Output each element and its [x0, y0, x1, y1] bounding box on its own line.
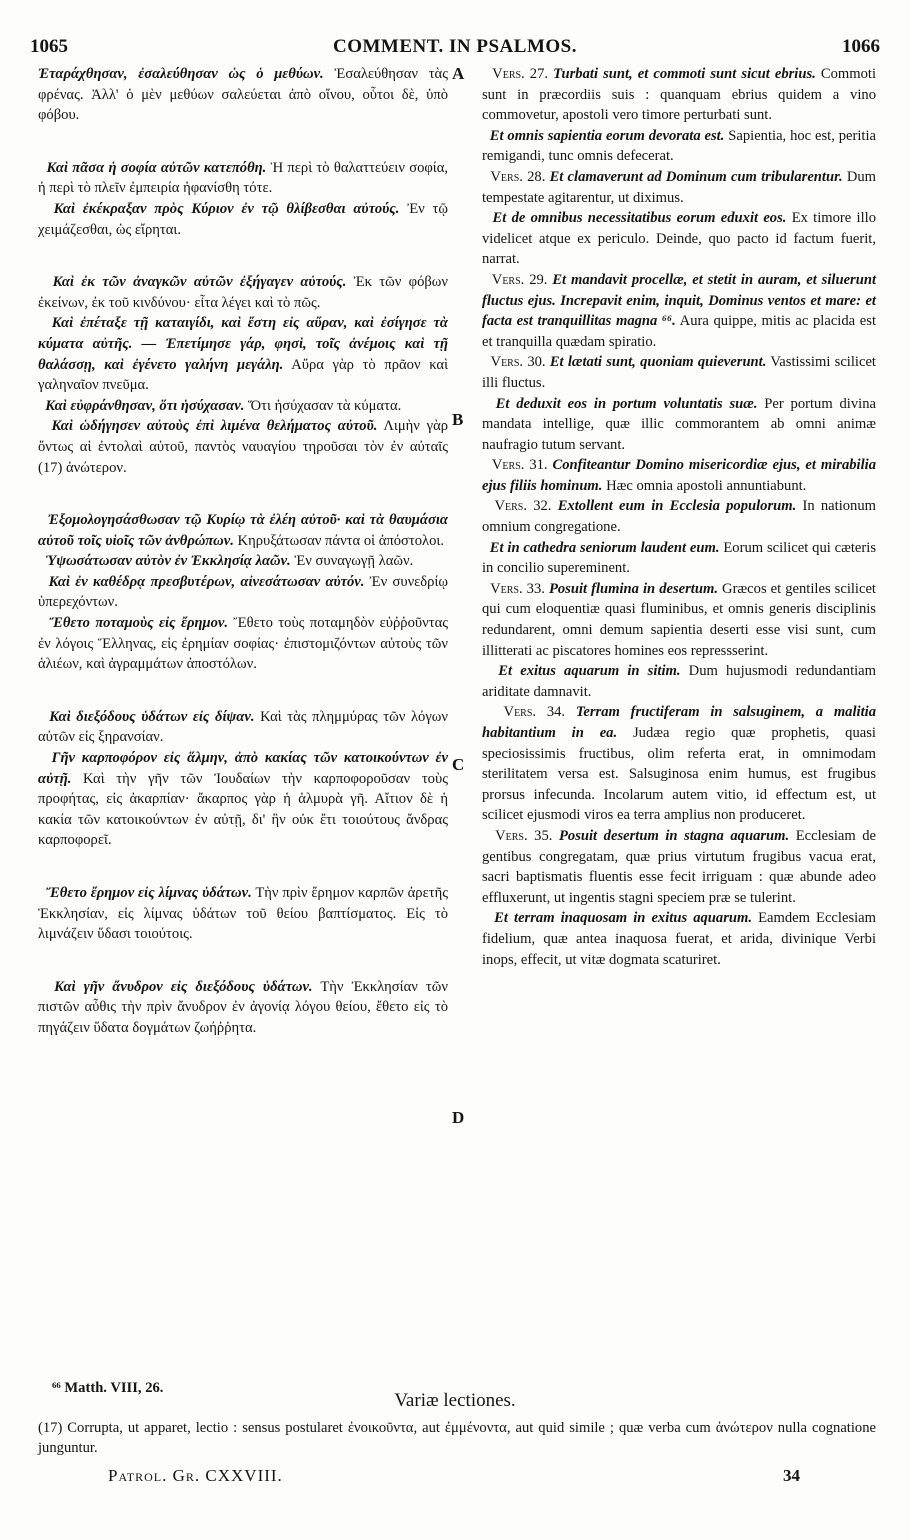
latin-paragraph: Vers. 35. Posuit desertum in stagna aquarum. Ecclesiam de gentibus congregatam, quæ prius virtutum frugibus vacua erat, sacri baptismatis fluentis esse fecit irriguam : quæ abunde adeo effluxerunt, ut ingentis stagni speciem præ se tulerint.	[482, 827, 877, 906]
footnote: ⁶⁶ Matth. VIII, 26.	[52, 1380, 164, 1396]
latin-paragraph: Vers. 29. Et mandavit procellæ, et stetit in auram, et siluerunt fluctus ejus. Increpavit enim, inquit, Dominus ventos et mare: et facta est tranquillitas magna ⁶⁶. Aura quippe, mitis ac placida est et tranquilla quædam spiratio.	[482, 271, 877, 350]
latin-paragraph: Vers. 31. Confiteantur Domino misericordiæ ejus, et mirabilia ejus filiis hominum. Hæc omnia apostoli annuntiabunt.	[482, 457, 877, 494]
column-number-right: 1066	[842, 36, 880, 57]
greek-paragraph: Ἐταράχθησαν, ἐσαλεύθησαν ὡς ὁ μεθύων. Ἐσαλεύθησαν τὰς φρένας. Ἀλλ' ὁ μὲν μεθύων σαλεύεται ἀπὸ οἴνου, οὗτοι δὲ, ὑπὸ φόβου.	[38, 66, 448, 124]
column-number-left: 1065	[30, 36, 68, 57]
greek-paragraph: Καὶ ἐκέκραξαν πρὸς Κύριον ἐν τῷ θλίβεσθαι αὐτούς. Ἐν τῷ χειμάζεσθαι, ὡς εἴρηται.	[38, 200, 448, 238]
latin-paragraph: Et terram inaquosam in exitus aquarum. Eamdem Ecclesiam fidelium, quæ antea inaquosa fuerat, et arida, divinique Verbi inops, effecit, ut vitæ dogmata scaturiret.	[482, 910, 877, 968]
series-volume: Patrol. Gr. CXXVIII.	[108, 1466, 283, 1485]
signature-number: 34	[783, 1466, 800, 1485]
greek-paragraph: Ἐξομολογησάσθωσαν τῷ Κυρίῳ τὰ ἐλέη αὐτοῦ· καὶ τὰ θαυμάσια αὐτοῦ τοῖς υἱοῖς τῶν ἀνθρώπων. Κηρυξάτωσαν πάντα οἱ ἀπόστολοι.	[38, 512, 448, 549]
greek-paragraph: Καὶ εὐφράνθησαν, ὅτι ἡσύχασαν. Ὅτι ἡσύχασαν τὰ κύματα.	[45, 397, 402, 414]
latin-paragraph: Vers. 28. Et clamaverunt ad Dominum cum tribularentur. Dum tempestate agitarentur, ut diximus.	[482, 168, 876, 206]
latin-paragraph: Vers. 33. Posuit flumina in desertum. Græcos et gentiles scilicet qui cum eloquentiæ quasi fluminibus, et omnis generis disciplinis redundarent, omni demum sapientia deserti esse visi sunt, cum illitterati ac piscatores homines eos repressserint.	[482, 580, 876, 659]
latin-paragraph: Et in cathedra seniorum laudent eum. Eorum scilicet qui cæteris in concilio supereminent.	[482, 539, 877, 577]
latin-paragraph: Et exitus aquarum in sitim. Dum hujusmodi redundantiam ariditate damnavit.	[482, 663, 877, 700]
variae-lectiones-text: (17) Corrupta, ut apparet, lectio : sensus postularet ἐνοικοῦντα, aut ἐμμένοντα, aut quid simile ; quæ verba cum ἀνώτερον nulla cognatione junguntur.	[38, 1420, 876, 1456]
running-title: COMMENT. IN PSALMOS.	[333, 36, 577, 57]
margin-letter-a: A	[452, 64, 465, 83]
greek-paragraph: Ἔθετο ἔρημον εἰς λίμνας ὑδάτων. Τὴν πρὶν ἔρημον καρπῶν ἀρετῆς Ἐκκλησίαν, εἰς λίμνας ὑδάτων τοῦ θείου βαπτίσματος. Εἰς τὸ λιμνάζειν ὕδασι τοιούτοις.	[38, 885, 448, 943]
latin-column	[482, 64, 876, 970]
latin-paragraph: Vers. 34. Terram fructiferam in salsuginem, a malitia habitantium in ea. Judæa regio quæ prophetis, quasi speciosissimis fructibus, olim referta erat, in omnimodam sterilitatem versa est. Salsuginosa enim humus, est frugibus prorsus infecunda. Incolarum autem vitio, id effectum est, ut scilicet ejusmodi viros ea terra amplius non produceret.	[482, 704, 876, 824]
greek-paragraph: Καὶ ἐκ τῶν ἀναγκῶν αὐτῶν ἐξήγαγεν αὐτούς. Ἐκ τῶν φόβων ἐκείνων, ἐκ τοῦ κινδύνου· εἶτα λέγει καὶ τὸ πῶς.	[38, 274, 448, 311]
greek-paragraph: Καὶ ἐν καθέδρᾳ πρεσβυτέρων, αἰνεσάτωσαν αὐτόν. Ἐν συνεδρίῳ ὑπερεχόντων.	[38, 573, 448, 611]
margin-letter-d: D	[452, 1108, 465, 1127]
page-header	[30, 36, 880, 58]
greek-paragraph: Καὶ ἐπέταξε τῇ καταιγίδι, καὶ ἔστη εἰς αὔραν, καὶ ἐσίγησε τὰ κύματα αὐτῆς. — Ἐπετίμησε γάρ, φησὶ, τοῖς ἀνέμοις καὶ τῇ θαλάσσῃ, καὶ ἐγένετο γαλήνη μεγάλη. Αὔρα γὰρ τὸ πρᾶον καὶ γαληναῖον πνεῦμα.	[38, 315, 448, 394]
greek-paragraph: Ἔθετο ποταμοὺς εἰς ἔρημον. Ἔθετο τοὺς ποταμηδὸν εὐῤῥοῦντας ἐν λόγοις Ἕλληνας, εἰς ἐρημίαν σοφίας· ἐπιστομιζόντων αὐτοὺς τῶν ἁλιέων, καὶ ἀγραμμάτων ἀποστόλων.	[38, 615, 448, 673]
greek-paragraph: Γῆν καρποφόρον εἰς ἅλμην, ἀπὸ κακίας τῶν κατοικούντων ἐν αὐτῇ. Καὶ τὴν γῆν τῶν Ἰουδαίων τὴν καρποφοροῦσαν τοὺς προφήτας, εἰς ἀκαρπίαν· ἄκαρπος γὰρ ἡ ἁλμυρὰ γῆ. Αἴτιον δὲ ἡ κακία τῶν κατοικούντων ἐν αὐτῇ, δι' ἣν οὐκ ἔτι τοιούτους ἄνδρας καρποφορεῖ.	[38, 750, 449, 849]
latin-paragraph: Et omnis sapientia eorum devorata est. Sapientia, hoc est, peritia remigandi, tunc omnis defecerat.	[482, 127, 877, 165]
latin-paragraph: Et de omnibus necessitatibus eorum eduxit eos. Ex timore illo videlicet atque ex periculo. Deinde, quo pacto id factum fuerit, narrat.	[482, 210, 876, 268]
greek-paragraph: Καὶ διεξόδους ὑδάτων εἰς δίψαν. Καὶ τὰς πλημμύρας τῶν λόγων αὐτῶν εἰς ξηρανσίαν.	[38, 708, 449, 746]
greek-paragraph: Ὑψωσάτωσαν αὐτὸν ἐν Ἐκκλησίᾳ λαῶν. Ἐν συναγωγῇ λαῶν.	[45, 553, 414, 570]
greek-paragraph: Καὶ ὡδήγησεν αὐτοὺς ἐπὶ λιμένα θελήματος αὐτοῦ. Λιμὴν γὰρ ὄντως αἱ ἐντολαὶ αὐτοῦ, παντὸς ναυαγίου τηροῦσαι τὸν ἐν αὐταῖς (17) ἀνώτερον.	[38, 418, 449, 476]
greek-column	[38, 64, 448, 1039]
latin-paragraph: Vers. 32. Extollent eum in Ecclesia populorum. In nationum omnium congregatione.	[482, 498, 876, 536]
page-footer	[108, 1466, 800, 1488]
latin-paragraph: Vers. 30. Et lætati sunt, quoniam quieverunt. Vastissimi scilicet illi fluctus.	[482, 354, 876, 391]
margin-letter-c: C	[452, 755, 465, 774]
greek-paragraph: Καὶ πᾶσα ἡ σοφία αὐτῶν κατεπόθη. Ἡ περὶ τὸ θαλαττεύειν σοφία, ἡ περὶ τὸ πλεῖν ἐμπειρία ἠφανίσθη τότε.	[38, 159, 449, 197]
latin-paragraph: Et deduxit eos in portum voluntatis suæ. Per portum divina mandata intellige, quæ illic commorantem ab omni animæ naufragio tutum servant.	[482, 395, 876, 453]
greek-paragraph: Καὶ γῆν ἄνυδρον εἰς διεξόδους ὑδάτων. Τὴν Ἐκκλησίαν τῶν πιστῶν αὖθις τὴν πρὶν ἄνυδρον ἐν ἀγονίᾳ λόγου θείου, ἔθετο εἰς τὸ πηγάζειν ὕδατα δογμάτων ζωήῤῥητα.	[38, 978, 448, 1036]
margin-letter-b: B	[452, 410, 464, 429]
variae-lectiones-title: Variæ lectiones.	[394, 1390, 516, 1411]
latin-paragraph: Vers. 27. Turbati sunt, et commoti sunt sicut ebrius. Commoti sunt in præcordiis suis : quanquam ebrius quidem a vino commovetur, apostoli vero timore perturbati sunt.	[482, 66, 877, 124]
